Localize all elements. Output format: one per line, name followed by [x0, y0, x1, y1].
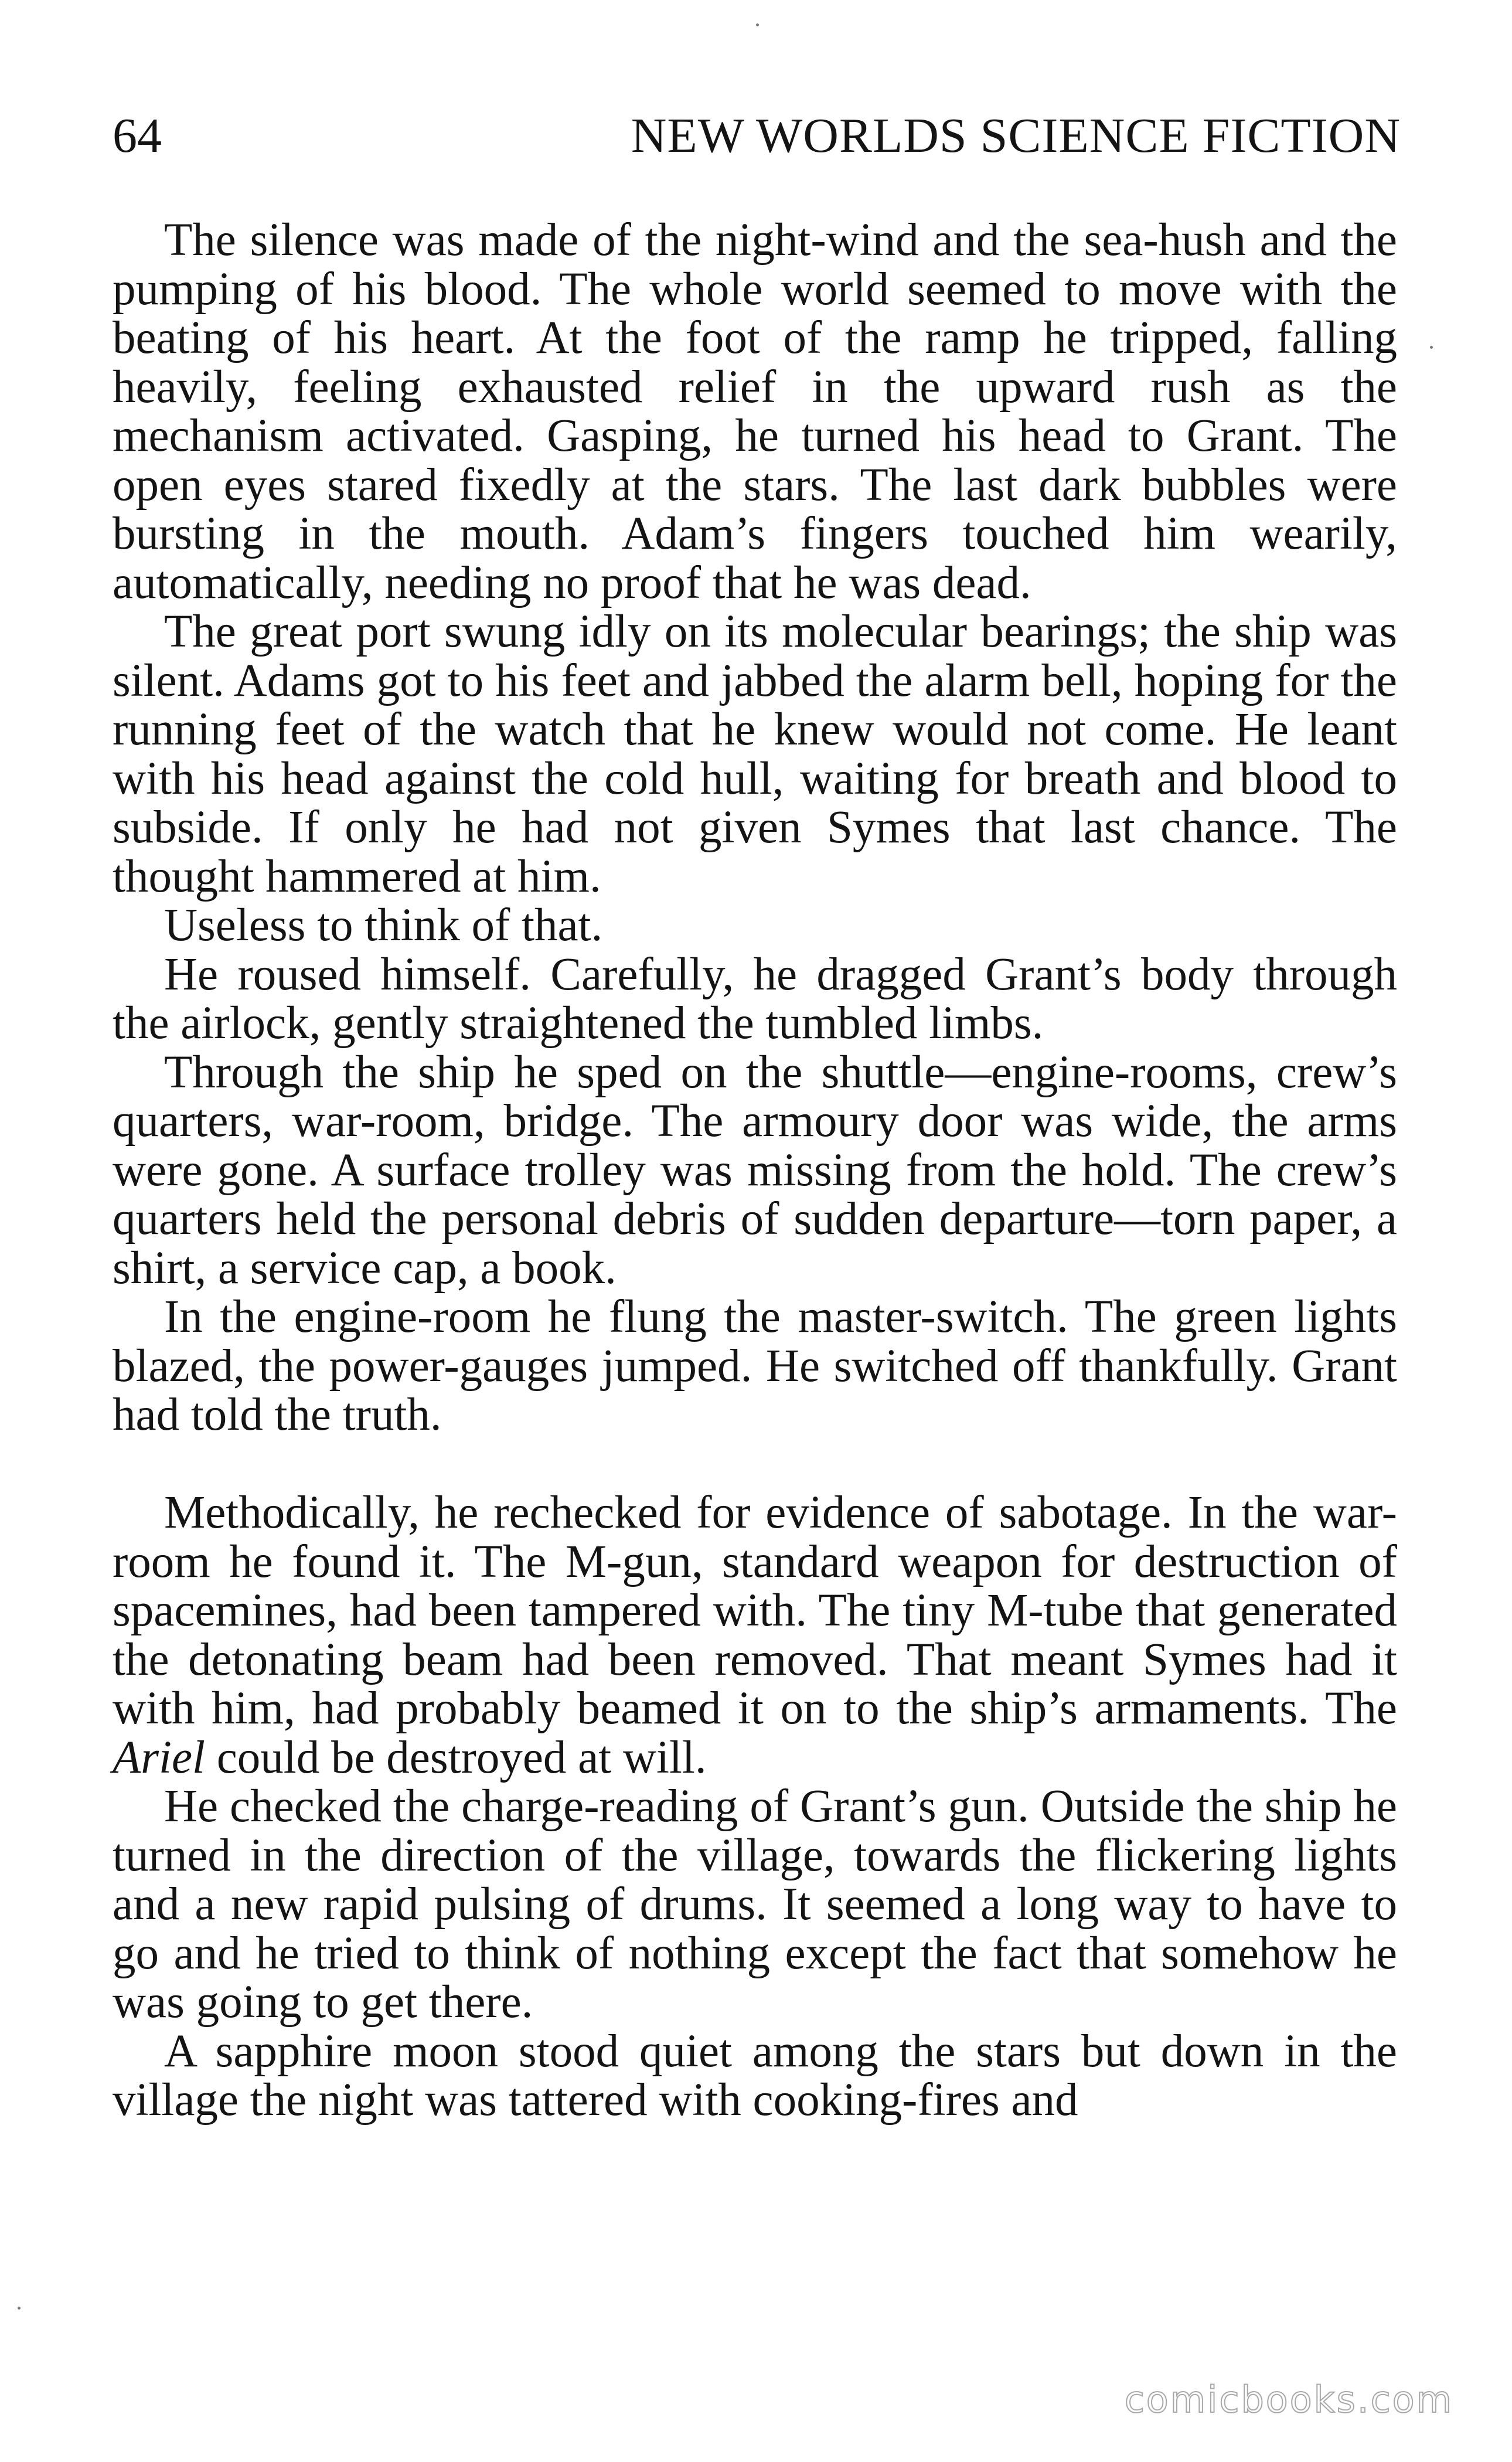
paragraph-9: A sapphire moon stood quiet among the stars but down in the village the night was tattered with cooking-fires and: [113, 2025, 1397, 2126]
paragraph-5: Through the ship he sped on the shuttle—engine-rooms, crew’s quarters, war-room, bridge. The armoury door was wide, the arms were gone. A surface trolley was missing from the hold. The crew’s quarters held the personal debris of sudden departure—torn paper, a shirt, a service cap, a book.: [113, 1046, 1397, 1294]
ship-name: Ariel: [113, 1732, 205, 1783]
paragraph-3: Useless to think of that.: [164, 900, 603, 951]
paragraph-1: The silence was made of the night-wind and the sea-hush and the pumping of his blood. The whole world seemed to move with the beating of his heart. At the foot of the ramp he tripped, falling heavily, feeling exhausted relief in the upward rush as the mechanism activated. Gasping, he turned his head to Grant. The open eyes stared fixedly at the stars. The last dark bubbles were bursting in the mouth. Adam’s fingers touched him wearily, automatically, needing no proof that he was dead.: [113, 215, 1397, 608]
paragraph-4: He roused himself. Carefully, he dragged Grant’s body through the airlock, gently straightened the tumbled limbs.: [113, 948, 1397, 1049]
body-text: [113, 216, 1397, 2125]
scan-speck: [1430, 346, 1433, 349]
paragraph-7-after: could be destroyed at will.: [216, 1732, 707, 1783]
paragraph-2: The great port swung idly on its molecular bearings; the ship was silent. Adams got to his feet and jabbed the alarm bell, hoping for the running feet of the watch that he knew would not come. He leant with his head against the cold hull, waiting for breath and blood to subside. If only he had not given Symes that last chance. The thought hammered at him.: [113, 606, 1397, 902]
paragraph-8: He checked the charge-reading of Grant’s gun. Outside the ship he turned in the direction of the village, towards the flickering lights and a new rapid pulsing of drums. It seemed a long way to have to go and he tried to think of nothing except the fact that somehow he was going to get there.: [113, 1781, 1397, 2028]
paragraph-7: [113, 1488, 1397, 1782]
scan-speck: [18, 2307, 21, 2310]
scan-speck: [756, 23, 759, 26]
paragraph-7-text: Methodically, he rechecked for evidence of sabotage. In the war-room he found it. The M-gun, standard weapon for destruction of spacemines, had been tampered with. The tiny M-tube that generated the detonating beam had been removed. That meant Symes had it with him, had probably beamed it on to the ship’s armaments. The: [113, 1487, 1397, 1734]
running-head: NEW WORLDS SCIENCE FICTION: [631, 108, 1401, 163]
paragraph-6: In the engine-room he flung the master-switch. The green lights blazed, the power-gauges jumped. He switched off thankfully. Grant had told the truth.: [113, 1291, 1397, 1440]
watermark: comicbooks.com: [1124, 2378, 1453, 2421]
page-number: 64: [113, 108, 162, 163]
